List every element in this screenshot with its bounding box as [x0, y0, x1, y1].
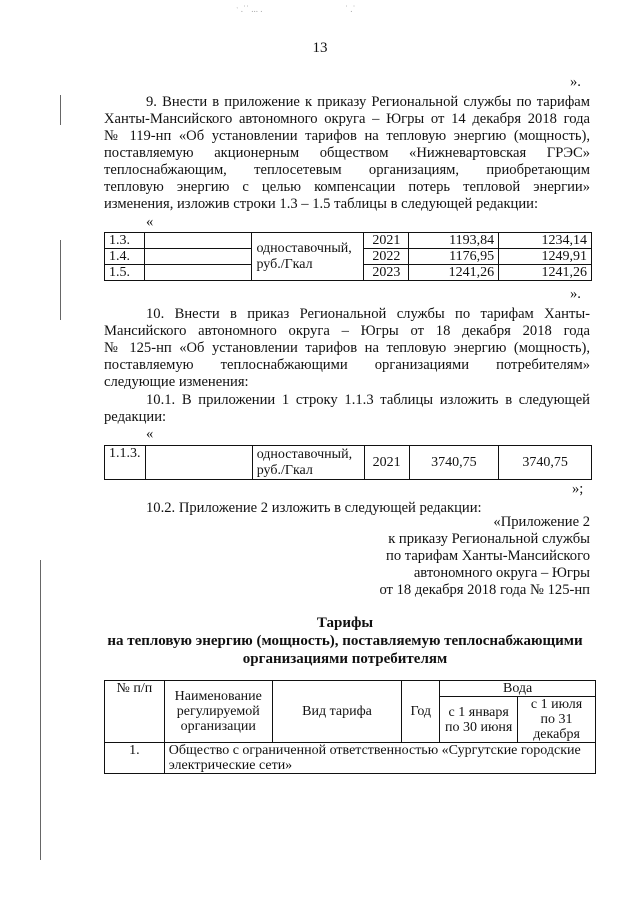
scan-noise: ˙ .˙	[345, 4, 356, 14]
row-number: 1.4.	[105, 249, 145, 265]
closing-quote: ».	[570, 286, 581, 302]
tariff-type: одноставочный, руб./Гкал	[252, 446, 364, 480]
tariff-table-1	[104, 232, 592, 281]
value-cell: 1234,14	[499, 233, 592, 249]
appendix-line: к приказу Региональной службы	[388, 531, 590, 547]
open-quote: «	[146, 426, 154, 442]
tariff-type: одноставочный, руб./Гкал	[252, 233, 364, 281]
paragraph-10-1	[104, 392, 590, 426]
value-cell: 1249,91	[499, 249, 592, 265]
value-cell: 1193,84	[409, 233, 499, 249]
text-line: 10. Внести в приказ Региональной службы по тарифам Ханты-	[146, 306, 590, 322]
title-main: Тарифы	[316, 615, 374, 631]
row-number: 1.1.3.	[105, 446, 146, 480]
year-cell: 2023	[364, 265, 409, 281]
open-quote: «	[146, 214, 154, 230]
text-line: изменения, изложив строки 1.3 – 1.5 таблицы в следующей редакции:	[104, 196, 539, 212]
org-cell	[145, 446, 252, 480]
header-type: Вид тарифа	[272, 681, 402, 743]
text-line: следующие изменения:	[104, 374, 249, 390]
scan-noise: ˑ .˙˙ ... .	[236, 4, 263, 14]
title-sub: организациями потребителям	[242, 651, 448, 667]
org-name: Общество с ограниченной ответственностью «Сургутские городские электрические сети»	[164, 743, 595, 774]
paragraph-9	[104, 94, 590, 213]
text-line: теплоснабжающим, теплосетевым организациям, приобретающим	[104, 162, 590, 178]
appendix-line: автономного округа – Югры	[413, 565, 590, 581]
header-group: Вода	[440, 681, 596, 697]
page-number: 13	[312, 40, 328, 56]
paragraph-10	[104, 306, 590, 391]
header-year: Год	[402, 681, 440, 743]
value-cell: 3740,75	[499, 446, 592, 480]
appendix-line: от 18 декабря 2018 года № 125-нп	[379, 582, 590, 598]
value-cell: 3740,75	[409, 446, 499, 480]
document-title	[100, 614, 590, 668]
header-period: с 1 июля по 31 декабря	[518, 697, 596, 743]
tariff-table-2	[104, 445, 592, 480]
text-line: тепловую энергию с целью компенсации потерь тепловой энергии»	[104, 179, 590, 195]
margin-line	[60, 95, 61, 125]
margin-line	[60, 240, 61, 320]
text-line: поставляемую акционерным обществом «Нижневартовская ГРЭС»	[104, 145, 590, 161]
header-period: с 1 января по 30 июня	[440, 697, 518, 743]
table-row	[105, 446, 592, 480]
org-cell	[144, 233, 252, 249]
header-org: Наименование регулируемой организации	[164, 681, 272, 743]
paragraph-10-2: 10.2. Приложение 2 изложить в следующей редакции:	[146, 500, 482, 516]
tariff-table-3	[104, 680, 596, 774]
row-number: 1.5.	[105, 265, 145, 281]
appendix-line: по тарифам Ханты-Мансийского	[386, 548, 590, 564]
org-cell	[144, 249, 252, 265]
header-row	[105, 681, 596, 697]
year-cell: 2022	[364, 249, 409, 265]
year-cell: 2021	[364, 446, 409, 480]
value-cell: 1241,26	[409, 265, 499, 281]
text-line: № 119-нп «Об установлении тарифов на тепловую энергию (мощность),	[104, 128, 590, 144]
closing-quote: »;	[572, 481, 584, 497]
org-cell	[144, 265, 252, 281]
closing-quote: ».	[570, 74, 581, 90]
text-line: редакции:	[104, 409, 167, 425]
margin-line	[40, 560, 41, 860]
text-line: 9. Внести в приложение к приказу Региональной службы по тарифам	[146, 94, 590, 110]
text-line: поставляемую теплоснабжающими организациями потребителям»	[104, 357, 590, 373]
table-row	[105, 233, 592, 249]
title-sub: на тепловую энергию (мощность), поставляемую теплоснабжающими	[107, 633, 583, 649]
row-number: 1.	[105, 743, 165, 774]
appendix-line: «Приложение 2	[493, 514, 590, 530]
text-line: Мансийского автономного округа – Югры от 18 декабря 2018 года	[104, 323, 590, 339]
year-cell: 2021	[364, 233, 409, 249]
table-row	[105, 743, 596, 774]
value-cell: 1176,95	[409, 249, 499, 265]
value-cell: 1241,26	[499, 265, 592, 281]
text-line: 10.1. В приложении 1 строку 1.1.3 таблицы изложить в следующей	[146, 392, 590, 408]
header-num: № п/п	[105, 681, 165, 743]
appendix-heading	[360, 514, 590, 599]
row-number: 1.3.	[105, 233, 145, 249]
text-line: № 125-нп «Об установлении тарифов на тепловую энергию (мощность),	[104, 340, 590, 356]
text-line: Ханты-Мансийского автономного округа – Югры от 14 декабря 2018 года	[104, 111, 590, 127]
